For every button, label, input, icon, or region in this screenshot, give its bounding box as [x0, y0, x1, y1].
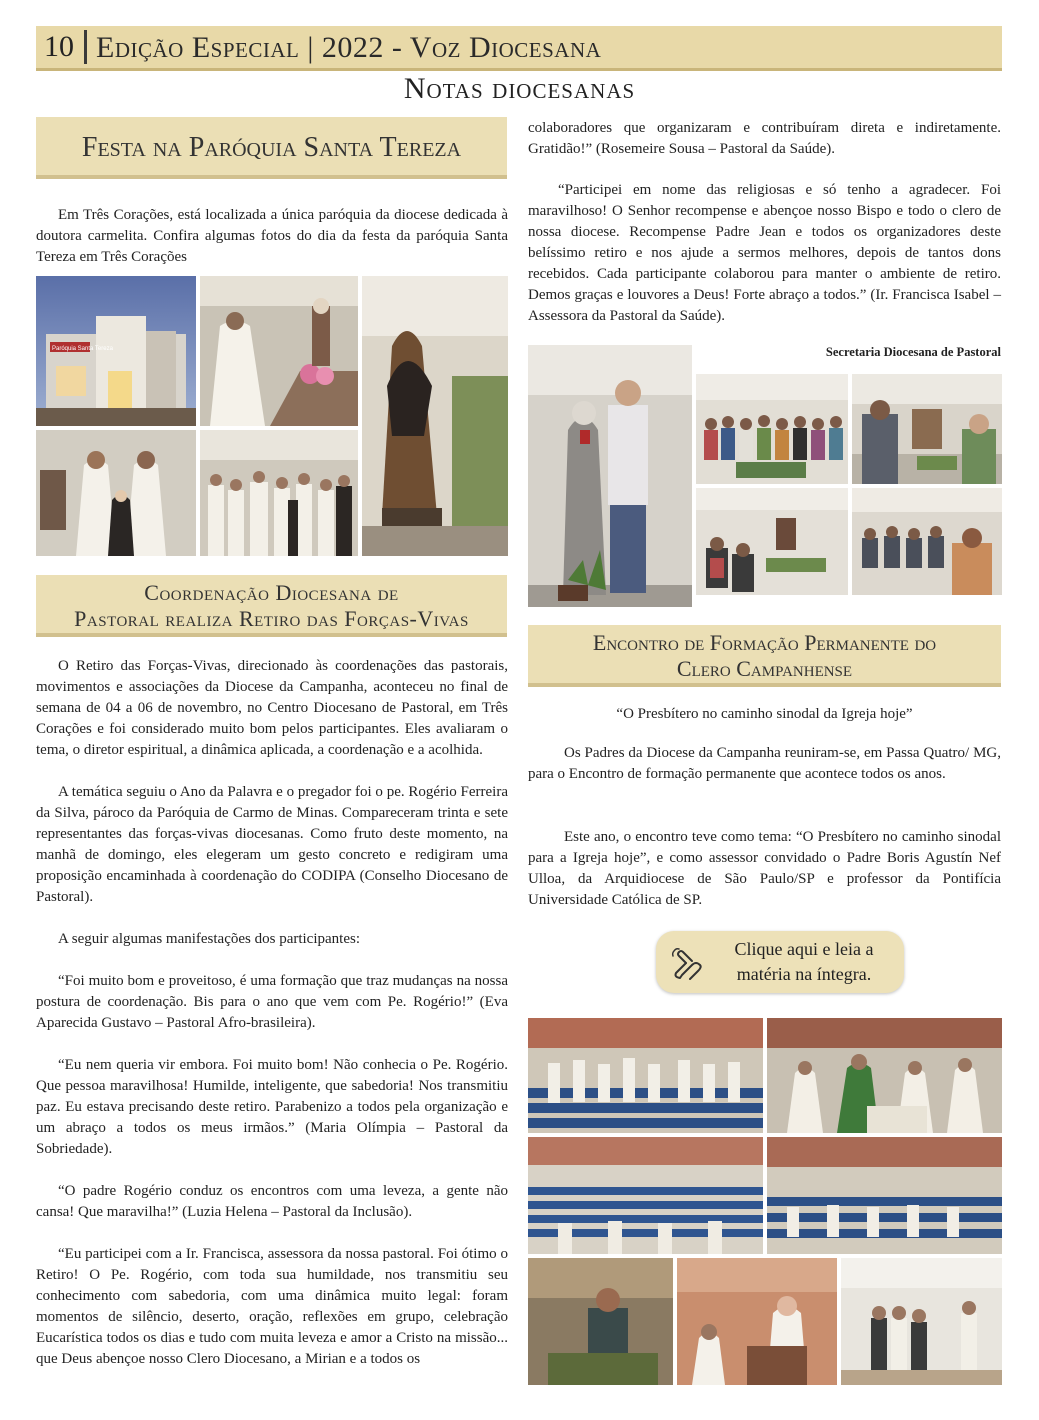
article3-paragraph: Os Padres da Diocese da Campanha reuniram-se, em Passa Quatro/ MG, para o Encontro de formação permanente que acontece todos os anos.: [528, 745, 1001, 782]
article2-paragraph: A seguir algumas manifestações dos participantes:: [58, 931, 360, 947]
article2-quote: “Eu participei com a Ir. Francisca, assessora da nossa pastoral. Foi ótimo o Retiro! O Pe. Rogério, com toda sua humildade, nos transmitiu seu conhecimento com sabedoria, com uma dinâmica muito legal: foram momentos de silêncio, deserto, oração, reflexões em grupo, celebração Eucarística todos os dias e tudo com muita leveza e amor a Cristo na missão... que Deus abençoe nosso Clero Diocesano, a Mirian e a todos os: [36, 1246, 508, 1367]
article1-heading: [36, 117, 507, 179]
clergy-mass-photo: [767, 1018, 1002, 1133]
article2-paragraph: A temática seguiu o Ano da Palavra e o pregador foi o pe. Rogério Ferreira da Silva, pároco da Paróquia de Carmo de Minas. Compareceram trinta e sete representantes das forças-vivas diocesanas. Como fruto deste momento, na manhã de domingo, eles elegeram um gesto concreto e redigiram uma proposição encaminhada à coordenação do CODIPA (Conselho Diocesano de Pastoral).: [36, 784, 508, 905]
pointing-hand-icon: [670, 945, 706, 981]
article3-title-line2: Clero Campanhense: [676, 656, 853, 681]
article2-quote: “Foi muito bom e proveitoso, é uma formação que traz mudanças na nossa postura de coordenação. Bis para o ano que vem com Pe. Rogério!” (Eva Aparecida Gustavo – Pastoral Afro-brasileira).: [36, 973, 508, 1031]
church-facade-photo: [36, 276, 196, 426]
retreat-seated-photo: [696, 488, 848, 595]
article2-continuation: colaboradores que organizaram e contribuíram direta e indiretamente. Gratidão!” (Rosemeire Sousa – Pastoral da Saúde).: [528, 120, 1001, 157]
nun-and-priest-photo: [528, 345, 692, 607]
priests-with-nun-photo: [36, 430, 196, 556]
saint-statue-photo: [362, 276, 508, 556]
retreat-hall-photo: [852, 374, 1002, 484]
article2-title-line1: Coordenação Diocesana de: [144, 580, 399, 605]
cta-line2[interactable]: matéria na íntegra.: [736, 964, 872, 984]
article3-paragraph: Este ano, o encontro teve como tema: “O Presbítero no caminho sinodal para a Igreja hoje”, e como assessor convidado o Padre Boris Agustín Nef Ulloa, da Arquidiocese de São Paulo/SP e professor da Pontifícia Universidade Católica de SP.: [528, 829, 1001, 908]
church-sign-text: Paróquia Santa Tereza: [52, 346, 113, 352]
article1-title: Festa na Paróquia Santa Tereza: [81, 132, 462, 163]
speaker-photo: [528, 1258, 673, 1385]
article2-signature: Secretaria Diocesana de Pastoral: [825, 345, 1001, 359]
priest-at-lectern-photo: [677, 1258, 837, 1385]
clergy-hall-wide-photo: [528, 1137, 763, 1254]
article3-title-line1: Encontro de Formação Permanente do: [592, 630, 937, 655]
article2-title-line2: Pastoral realiza Retiro das Forças-Vivas: [74, 606, 469, 631]
article1-body: Em Três Corações, está localizada a única paróquia da diocese dedicada à doutora carmelita. Confira algumas fotos do dia da festa da paróquia Santa Tereza em Três Corações: [36, 207, 508, 265]
cta-text[interactable]: [714, 937, 894, 987]
clergy-hall-rear-photo: [767, 1137, 1002, 1254]
article2-heading: [36, 575, 507, 637]
priest-blessing-photo: [200, 276, 358, 426]
clergy-gathering-photo: [841, 1258, 1002, 1385]
publication-title: Edição Especial | 2022 - Voz Diocesana: [96, 31, 602, 64]
retreat-group-photo: [696, 374, 848, 484]
read-full-article-button[interactable]: [656, 931, 904, 993]
retreat-listening-photo: [852, 488, 1002, 595]
article2-quote: “O padre Rogério conduz os encontros com uma leveza, a gente não cansa! Que maravilha!” (Luzia Helena – Pastoral da Inclusão).: [36, 1183, 508, 1220]
section-title: Notas diocesanas: [403, 72, 636, 105]
article2-body: [36, 656, 508, 1370]
page-number: 10: [44, 30, 74, 63]
clergy-auditorium-photo: [528, 1018, 763, 1133]
article3-heading: [528, 625, 1001, 687]
header-divider: [84, 30, 87, 64]
article2-paragraph: O Retiro das Forças-Vivas, direcionado às coordenações das pastorais, movimentos e associações da Diocese da Campanha, aconteceu no final de semana de 04 a 06 de novembro, no Centro Diocesano de Pastoral, em Três Corações e foi considerado muito bom pelos participantes. Eles avaliaram o tema, o diretor espiritual, a dinâmica aplicada, a coordenação e a acolhida.: [36, 658, 508, 758]
cta-line1[interactable]: Clique aqui e leia a: [734, 939, 874, 959]
article2-quote: “Eu nem queria vir embora. Foi muito bom! Não conhecia o Pe. Rogério. Que pessoa maravilhosa! Humilde, inteligente, que sabedoria! Nos transmitiu paz. Eu estava precisando deste retiro. Parabenizo a todos pela organização e um abraço a todos os meus irmãos.” (Maria Olímpia – Pastoral da Sobriedade).: [36, 1057, 508, 1157]
article3-subtitle: “O Presbítero no caminho sinodal da Igreja hoje”: [616, 706, 913, 722]
article2-quote-francisca: “Participei em nome das religiosas e só tenho a agradecer. Foi maravilhoso! O Senhor recompense e abençoe nosso Bispo e todo o clero de nossa diocese. Recompense Padre Jean e todos os organizadores deste belíssimo retiro e nos ajude a sermos melhores, depois de tantos dons recebidos. Cada participante colaborou para manter o ambiente de retiro. Demos graças e louvores a Deus! Forte abraço a todos.” (Ir. Francisca Isabel – Assessora da Pastoral da Saúde).: [528, 182, 1001, 324]
group-altar-servers-photo: [200, 430, 358, 556]
